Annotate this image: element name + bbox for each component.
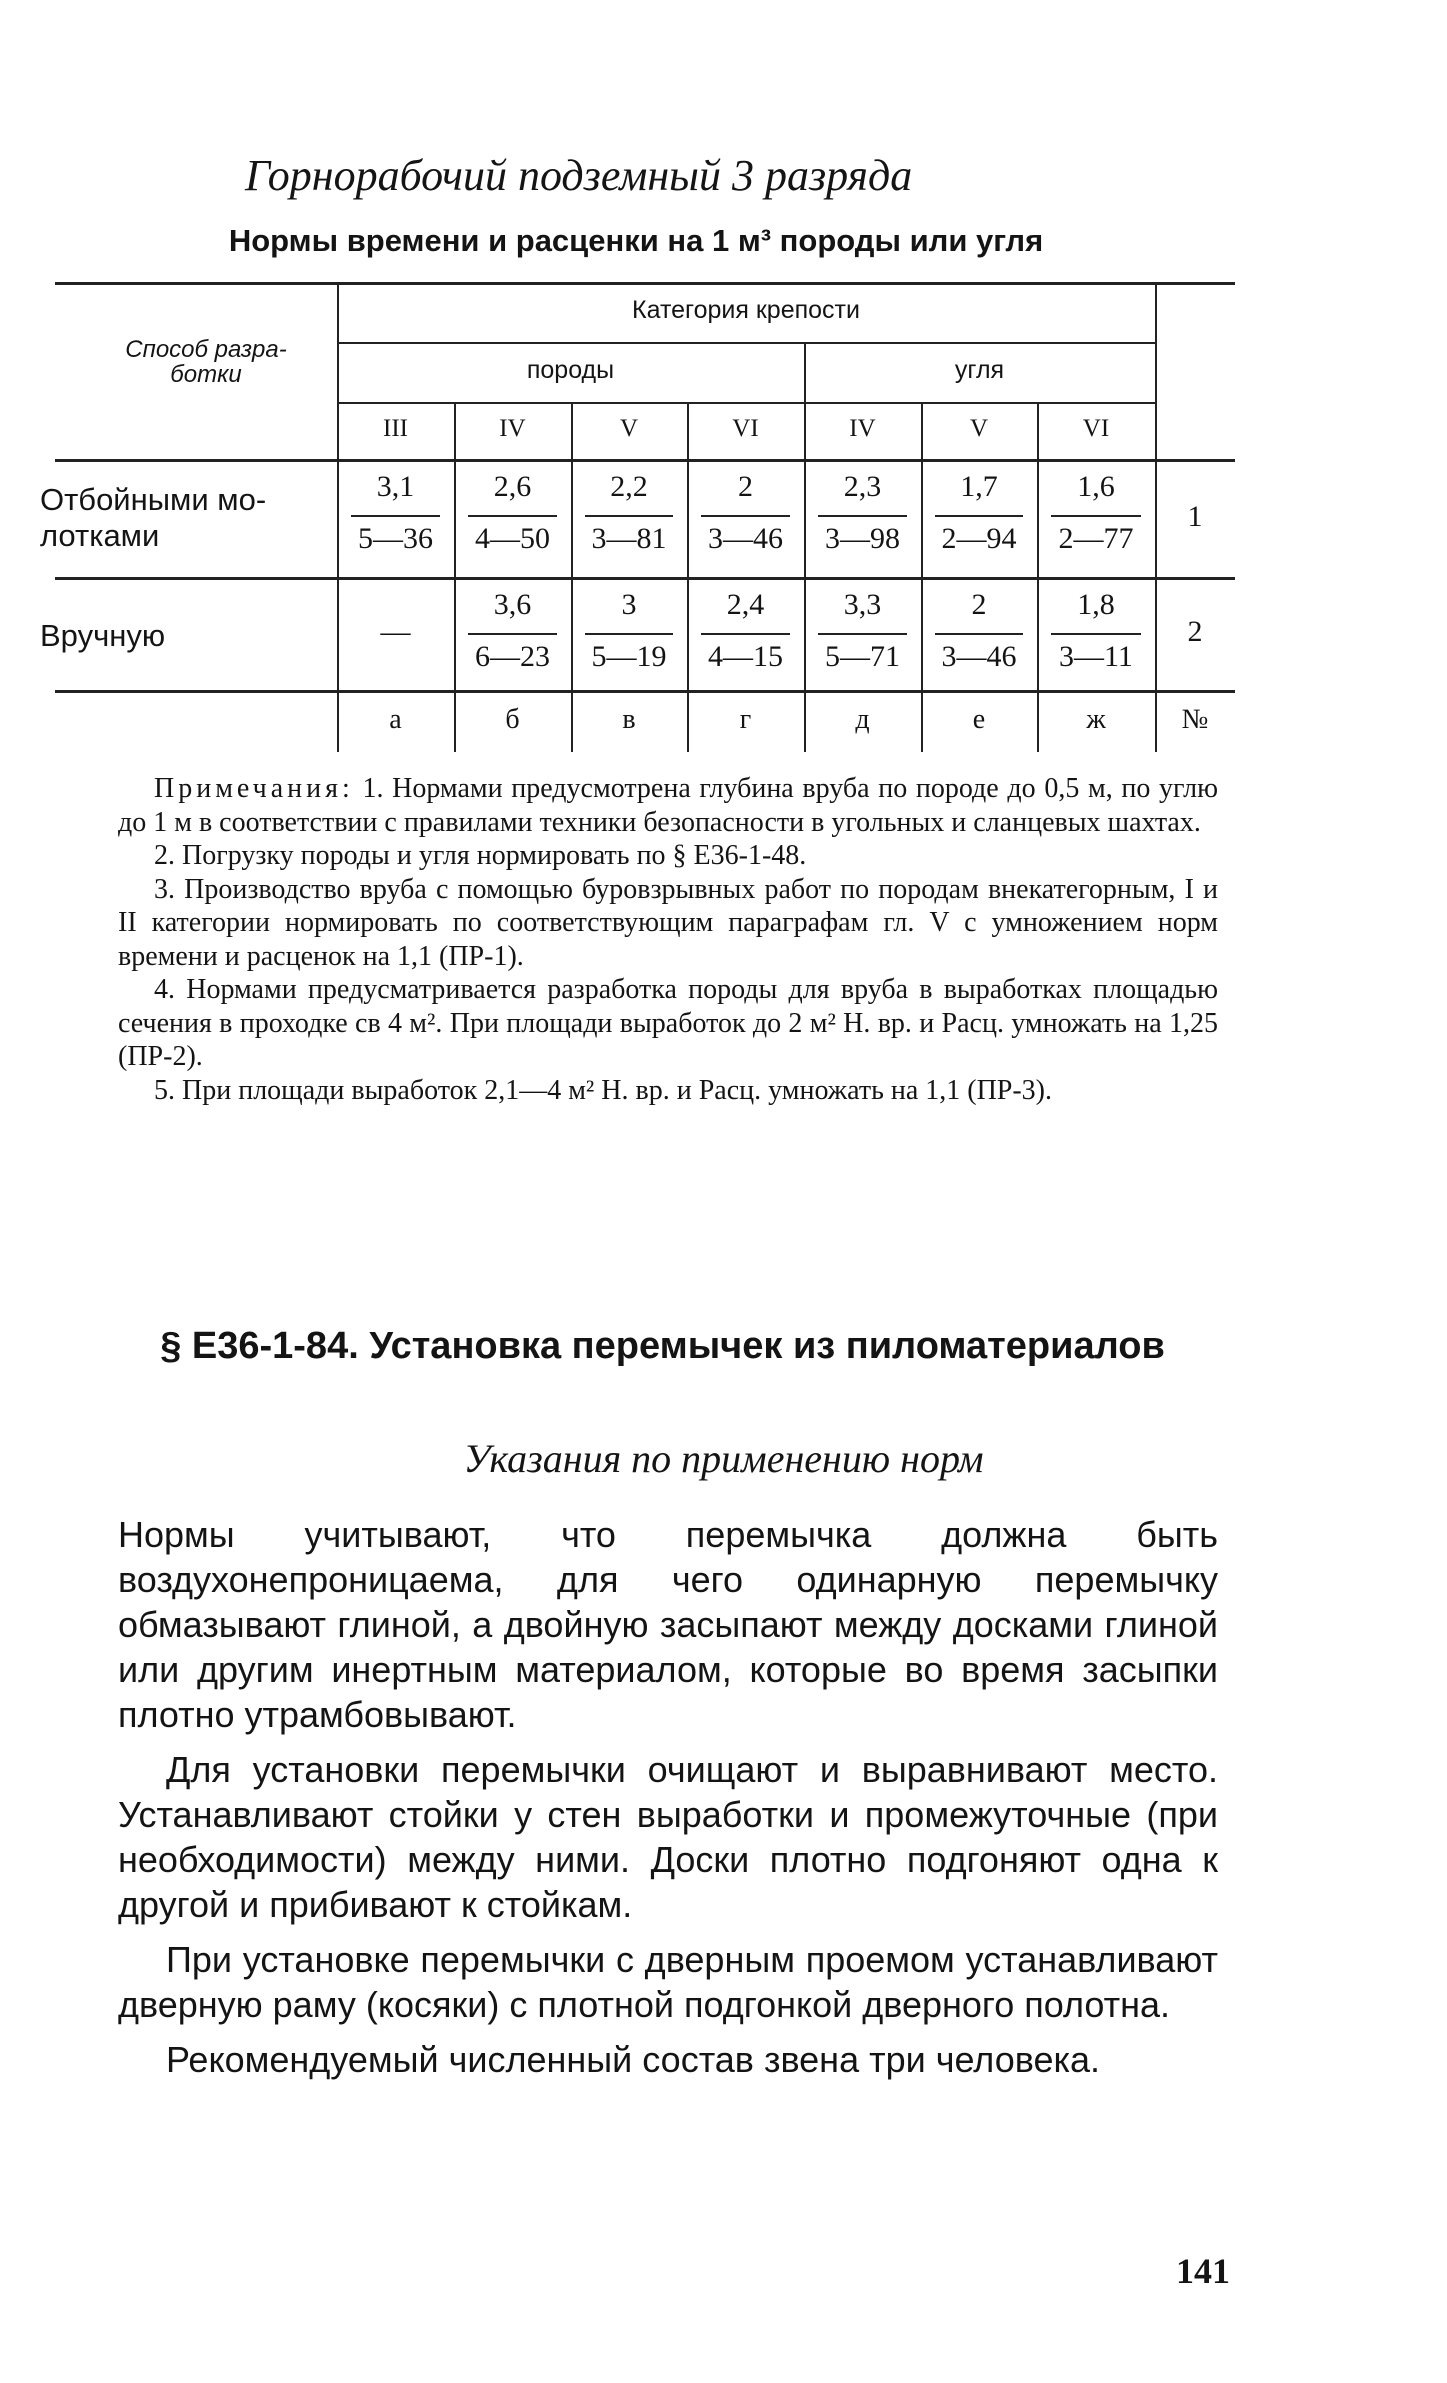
fraction-line: [351, 515, 440, 517]
method-col-rule: [337, 282, 339, 752]
fraction-line: [935, 633, 1023, 635]
cell-time-norm: 1,8: [1077, 588, 1115, 621]
cell-rate: 6—23: [475, 640, 550, 673]
fraction-line: [935, 515, 1023, 517]
note-1: [118, 772, 1218, 839]
sub-header-4: VI: [732, 415, 759, 442]
col-rule-2: [571, 402, 573, 752]
sub-header-6: V: [969, 415, 989, 442]
fraction-line: [585, 515, 673, 517]
cell-rate: 2—77: [1058, 522, 1134, 555]
cell-time-norm: 3: [621, 588, 637, 621]
cell-time-norm: 2,3: [843, 470, 882, 503]
cell-rate: 3—98: [825, 522, 900, 555]
row-label-1: Отбойными мо- лотками: [40, 482, 267, 553]
cell-rate: 4—15: [708, 640, 783, 673]
col-rule-1: [454, 402, 456, 752]
row-number-2: 2: [1187, 615, 1203, 648]
column-letter-1: а: [389, 704, 402, 735]
fraction-line: [585, 633, 673, 635]
sub-header-1: III: [383, 415, 408, 442]
column-letter-3: в: [622, 704, 636, 735]
paragraph-2: Для установки перемычки очищают и выравнивают место. Устанавливают стойки у стен выработки и промежуточные (при необходимости) между ними. Доски плотно подгоняют одна к другой и прибивают к стойкам.: [118, 1749, 1218, 1925]
fraction-line: [468, 633, 557, 635]
fraction-line: [701, 633, 790, 635]
cell-time-norm: 2,2: [610, 470, 648, 503]
cell-time-norm: 2,6: [493, 470, 532, 503]
sub-header-7: VI: [1082, 415, 1110, 442]
col-rule-6: [1037, 402, 1039, 752]
column-letter-6: е: [972, 704, 986, 735]
cell-rate: 5—36: [358, 522, 433, 555]
cell-rate: 2—94: [941, 522, 1017, 555]
paragraph-1: Нормы учитывают, что перемычка должна быть воздухонепроницаема, для чего одинарную перемычку обмазывают глиной, а двойную засыпают между досками глиной или другим инертным материалом, которые во время засыпки плотно утрамбовывают.: [118, 1514, 1218, 1735]
column-letter-5: д: [855, 704, 870, 735]
cell-time-norm: 1,6: [1077, 470, 1115, 503]
number-column-label: №: [1181, 704, 1209, 735]
notes: [118, 772, 1218, 1107]
cell-rate: 3—81: [591, 522, 667, 555]
page-number: 141: [1176, 2251, 1230, 2291]
note-2: 2. Погрузку породы и угля нормировать по § Е36-1-48.: [154, 840, 807, 871]
column-letter-2: б: [505, 704, 520, 735]
coal-group-header: угля: [954, 356, 1005, 384]
cell-time-norm: 3,3: [843, 588, 882, 621]
fraction-line: [701, 515, 790, 517]
cell-rate: 3—46: [708, 522, 783, 555]
rock-group-header: породы: [526, 356, 615, 384]
fraction-line: [818, 633, 907, 635]
table-caption: Нормы времени и расценки на 1 м³ породы или угля: [228, 223, 1044, 258]
note-4: 4. Нормами предусматривается разработка породы для вруба в выработках площадью сечения в проходке св 4 м². При площади выработок до 2 м² Н. вр. и Расц. умножать на 1,25 (ПР-2).: [118, 974, 1218, 1072]
work-title: Горнорабочий подземный 3 разряда: [245, 151, 913, 200]
column-letter-4: г: [739, 704, 752, 735]
column-letter-7: ж: [1086, 704, 1106, 735]
cell-rate: 5—19: [591, 640, 667, 673]
cell-rate: 5—71: [825, 640, 900, 673]
sub-header-2: IV: [499, 415, 526, 442]
row-label-2: Вручную: [40, 618, 166, 653]
fraction-line: [468, 515, 557, 517]
header-bottom-rule: [55, 459, 1235, 462]
cell-time-norm: 2,4: [726, 588, 765, 621]
col-rule-3: [687, 402, 689, 752]
row-number-1: 1: [1187, 499, 1203, 533]
table-top-rule: [55, 282, 1235, 285]
section-heading: § Е36-1-84. Установка перемычек из пиломатериалов: [160, 1325, 1165, 1367]
col-rule-5: [921, 402, 923, 752]
fraction-line: [1051, 515, 1141, 517]
group-rule: [337, 402, 1155, 404]
category-header: Категория крепости: [632, 296, 860, 324]
cell-rate: 3—46: [941, 640, 1017, 673]
paragraph-4: Рекомендуемый численный состав звена три человека.: [166, 2039, 1101, 2080]
fraction-line: [818, 515, 907, 517]
cell-rate: 4—50: [475, 522, 550, 555]
cell-time-norm: 3,1: [376, 470, 415, 503]
section-body: [118, 1512, 1218, 2092]
sub-header-3: V: [619, 415, 639, 442]
sub-header-5: IV: [849, 415, 876, 442]
note-1-text: 1. Нормами предусмотрена глубина вруба по породе до 0,5 м, по углю до 1 м в соответствии с правилами техники безопасности в угольных и сланцевых шахтах.: [118, 773, 1218, 838]
cell-time-norm: 2: [971, 588, 987, 621]
note-5: 5. При площади выработок 2,1—4 м² Н. вр. и Расц. умножать на 1,1 (ПР-3).: [154, 1074, 1053, 1106]
cell-time-norm: 2: [738, 470, 753, 503]
paragraph-3: При установке перемычки с дверным проемом устанавливают дверную раму (косяки) с плотной подгонкой дверного полотна.: [118, 1939, 1218, 2025]
guidelines-heading: Указания по применению норм: [463, 1436, 984, 1481]
cell-rate: 3—11: [1059, 640, 1133, 673]
notes-label: Примечания:: [154, 773, 354, 804]
fraction-line: [1051, 633, 1141, 635]
row2-bottom-rule: [55, 690, 1235, 693]
cell-dash: —: [380, 615, 411, 648]
note-3: 3. Производство вруба с помощью буровзрывных работ по породам внекатегорным, I и II категории нормировать по соответствующим параграфам гл. V с умножением норм времени и расценок на 1,1 (ПР-1).: [118, 873, 1218, 972]
cell-time-norm: 3,6: [493, 588, 532, 621]
cell-time-norm: 1,7: [960, 470, 998, 503]
norms-table: [40, 282, 1235, 752]
row1-bottom-rule: [55, 577, 1235, 580]
method-header: Способ разра- ботки: [125, 336, 287, 388]
category-rule: [337, 342, 1155, 344]
